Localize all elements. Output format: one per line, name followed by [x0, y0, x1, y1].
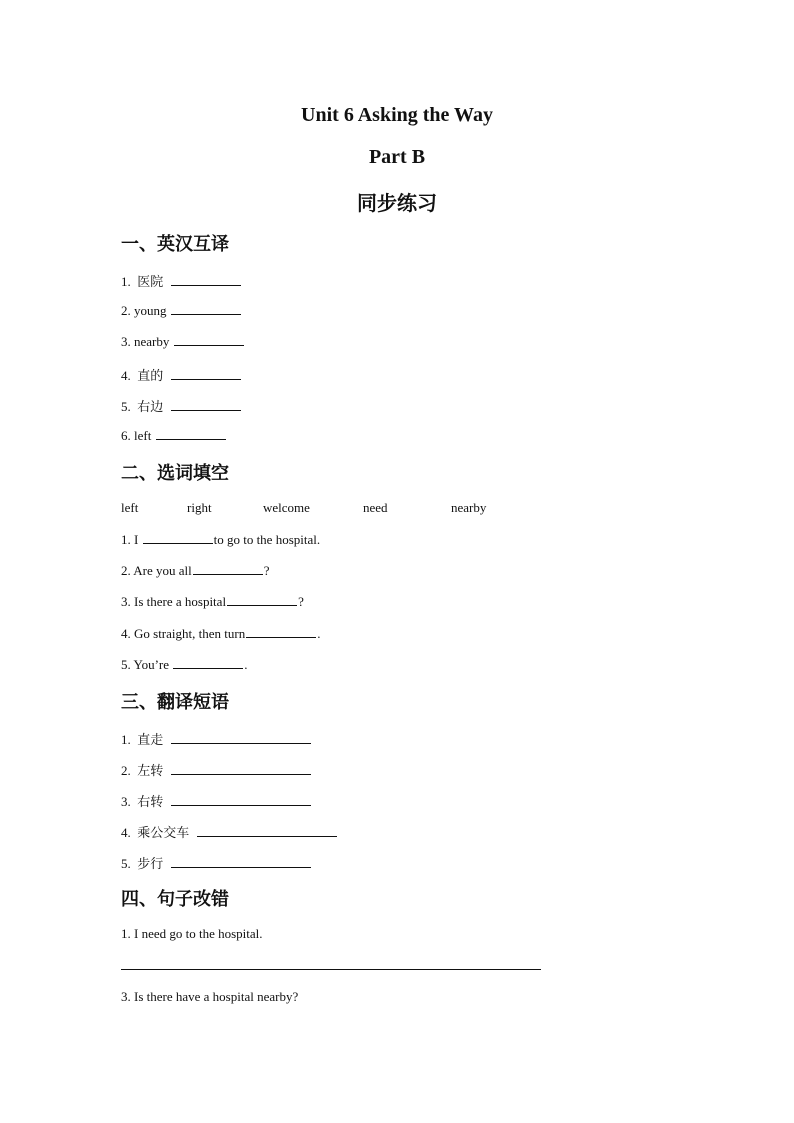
- answer-blank[interactable]: [173, 656, 243, 669]
- word-bank: [121, 500, 521, 516]
- section-1-item: 4. 直的: [121, 365, 242, 384]
- answer-blank[interactable]: [171, 855, 311, 868]
- section-2-item: 5. You’re .: [121, 657, 248, 672]
- answer-blank[interactable]: [171, 398, 241, 411]
- section-3-item: 1. 直走: [121, 729, 312, 748]
- answer-blank[interactable]: [171, 762, 311, 775]
- answer-blank[interactable]: [171, 731, 311, 744]
- section-1-item: 5. 右边: [121, 396, 242, 415]
- word-bank-item: left: [121, 500, 139, 515]
- page-subtitle: Part B: [368, 146, 426, 168]
- word-bank-item: nearby: [451, 500, 487, 515]
- answer-blank[interactable]: [171, 273, 241, 286]
- section-3-item: 2. 左转: [121, 760, 312, 779]
- answer-blank[interactable]: [246, 625, 316, 638]
- answer-blank[interactable]: [171, 302, 241, 315]
- section-2-heading: 二、选词填空: [121, 463, 229, 484]
- section-3-item: 4. 乘公交车: [121, 822, 338, 841]
- answer-blank[interactable]: [171, 793, 311, 806]
- section-1-item: 1. 医院: [121, 271, 242, 290]
- section-2-item: 4. Go straight, then turn .: [121, 626, 321, 641]
- section-3-item: 5. 步行: [121, 853, 312, 872]
- section-1-item: 3. nearby: [121, 333, 245, 350]
- answer-blank[interactable]: [193, 562, 263, 575]
- section-2-item: 3. Is there a hospital ?: [121, 594, 304, 609]
- answer-blank[interactable]: [227, 593, 297, 606]
- page-chinese-title: 同步练习: [357, 191, 437, 215]
- section-2-item: 1. I to go to the hospital.: [121, 532, 321, 547]
- answer-blank[interactable]: [197, 824, 337, 837]
- section-3-heading: 三、翻译短语: [121, 692, 229, 713]
- word-bank-item: welcome: [263, 500, 310, 515]
- page-title: Unit 6 Asking the Way: [301, 104, 493, 126]
- section-1-item: 2. young: [121, 302, 242, 319]
- answer-blank[interactable]: [143, 531, 213, 544]
- section-4-item: 3. Is there have a hospital nearby?: [121, 989, 299, 1004]
- section-2-item: 2. Are you all ?: [121, 563, 270, 578]
- word-bank-item: right: [187, 500, 212, 515]
- section-1-item: 6. left: [121, 427, 227, 444]
- answer-line[interactable]: [121, 969, 541, 970]
- section-3-item: 3. 右转: [121, 791, 312, 810]
- word-bank-item: need: [363, 500, 388, 515]
- answer-blank[interactable]: [174, 333, 244, 346]
- section-1-heading: 一、英汉互译: [121, 234, 229, 255]
- section-4-heading: 四、句子改错: [121, 889, 229, 910]
- answer-blank[interactable]: [156, 427, 226, 440]
- section-4-item: 1. I need go to the hospital.: [121, 926, 263, 941]
- answer-blank[interactable]: [171, 367, 241, 380]
